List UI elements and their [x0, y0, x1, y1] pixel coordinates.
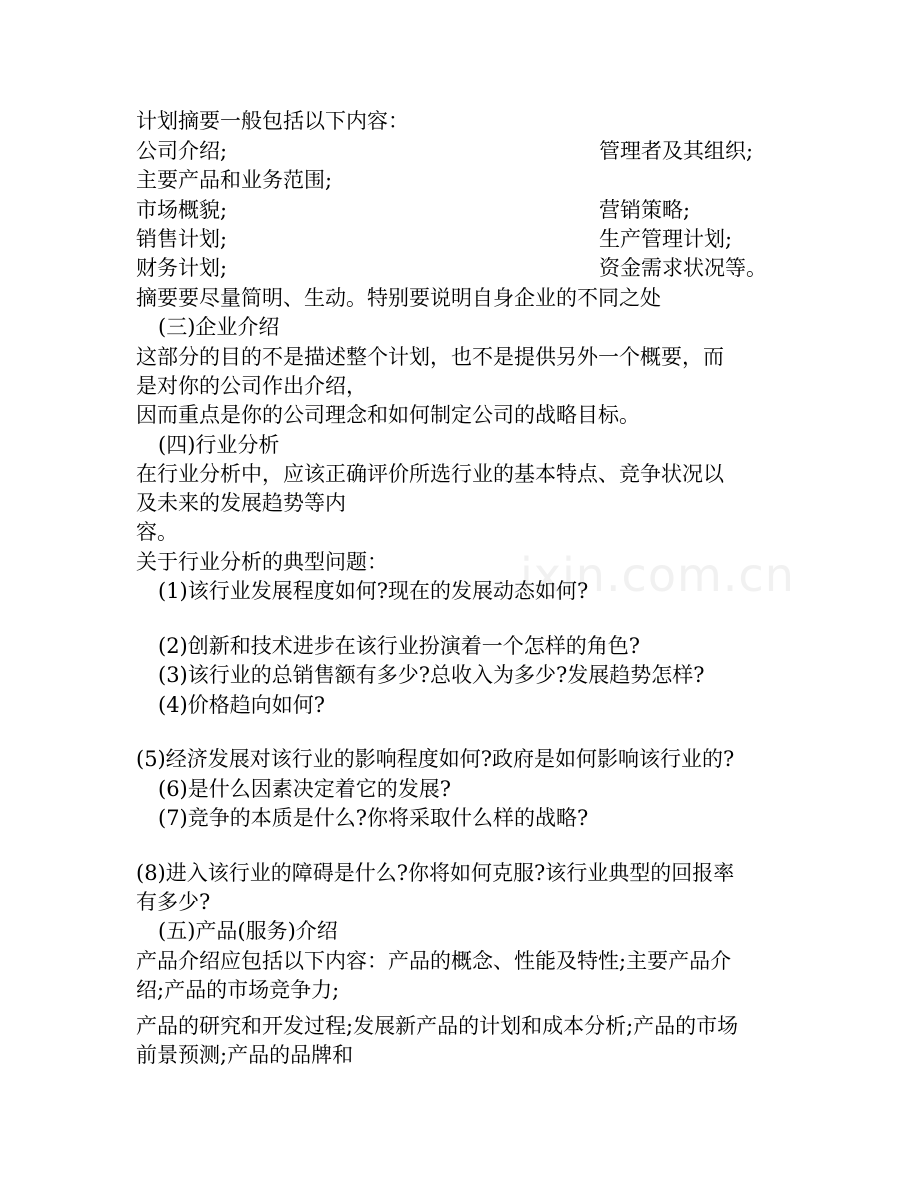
text-line: 在行业分析中，应该正确评价所选行业的基本特点、竞争状况以: [136, 462, 724, 486]
text-line: 市场概貌;: [136, 198, 228, 222]
text-line-right: 生产管理计划;: [599, 227, 733, 251]
text-line: 绍;产品的市场竞争力;: [136, 978, 340, 1002]
text-line: 这部分的目的不是描述整个计划，也不是提供另外一个概要，而: [136, 345, 724, 369]
text-line: 公司介绍;: [136, 139, 228, 163]
question-item: (1)该行业发展程度如何?现在的发展动态如何?: [158, 579, 589, 603]
text-line: 容。: [136, 520, 178, 544]
question-item: (5)经济发展对该行业的影响程度如何?政府是如何影响该行业的?: [136, 747, 735, 771]
text-line-right: 管理者及其组织;: [599, 139, 754, 163]
section-heading: (四)行业分析: [158, 433, 280, 457]
question-item: (3)该行业的总销售额有多少?总收入为多少?发展趋势怎样?: [158, 663, 705, 687]
text-line: 产品介绍应包括以下内容：产品的概念、性能及特性;主要产品介: [136, 949, 732, 973]
section-heading: (三)企业介绍: [158, 315, 280, 339]
text-line: 计划摘要一般包括以下内容：: [136, 109, 409, 133]
text-line: 销售计划;: [136, 227, 228, 251]
text-line-right: 营销策略;: [599, 198, 691, 222]
text-line: 前景预测;产品的品牌和: [136, 1043, 354, 1067]
section-heading: (五)产品(服务)介绍: [158, 919, 338, 943]
text-line: 及未来的发展趋势等内: [136, 491, 346, 515]
text-line: 主要产品和业务范围;: [136, 168, 333, 192]
question-item: (6)是什么因素决定着它的发展?: [158, 777, 452, 801]
watermark: ixin.com.cn: [520, 548, 795, 602]
question-item: (4)价格趋向如何?: [158, 693, 326, 717]
text-line-right: 资金需求状况等。: [599, 256, 767, 280]
text-line: 是对你的公司作出介绍，: [136, 374, 367, 398]
question-item: (7)竞争的本质是什么?你将采取什么样的战略?: [158, 806, 589, 830]
question-item: (2)创新和技术进步在该行业扮演着一个怎样的角色?: [158, 634, 641, 658]
text-line: 关于行业分析的典型问题：: [136, 550, 388, 574]
text-line: 产品的研究和开发过程;发展新产品的计划和成本分析;产品的市场: [136, 1014, 739, 1038]
question-item: (8)进入该行业的障碍是什么?你将如何克服?该行业典型的回报率: [136, 861, 735, 885]
text-line: 有多少?: [136, 890, 211, 914]
text-line: 因而重点是你的公司理念和如何制定公司的战略目标。: [136, 403, 640, 427]
text-line: 财务计划;: [136, 256, 228, 280]
text-line: 摘要要尽量简明、生动。特别要说明自身企业的不同之处: [136, 286, 661, 310]
